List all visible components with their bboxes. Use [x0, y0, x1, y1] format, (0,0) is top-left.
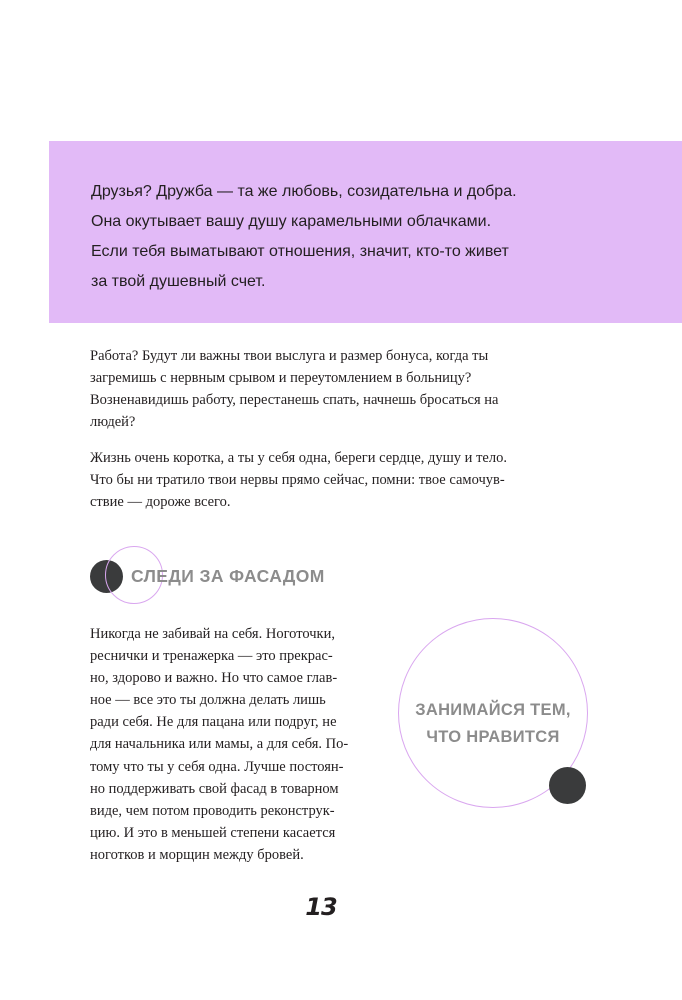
paragraph-line: Никогда не забивай на себя. Ноготочки, — [90, 626, 335, 642]
section-heading: СЛЕДИ ЗА ФАСАДОМ — [131, 566, 325, 586]
circle-quote — [398, 697, 588, 751]
callout-line: Друзья? Дружба — та же любовь, созидательна и добра. — [91, 183, 517, 200]
paragraph-line: ноготков и морщин между бровей. — [90, 846, 304, 863]
paragraph-line: тому что ты у себя одна. Лучше постоян- — [90, 758, 344, 775]
callout-line: Она окутывает вашу душу карамельными облачками. — [91, 213, 492, 230]
paragraph-line: Жизнь очень коротка, а ты у себя одна, береги сердце, душу и тело. — [90, 450, 507, 466]
circle-quote-line: ЗАНИМАЙСЯ ТЕМ, — [415, 701, 571, 719]
page-number: 13 — [305, 893, 337, 921]
callout-text — [91, 177, 671, 297]
paragraph-line: ное — все это ты должна делать лишь — [90, 692, 326, 709]
friendship-callout-box — [49, 141, 682, 323]
paragraph-line: Работа? Будут ли важны твои выслуга и размер бонуса, когда ты — [90, 348, 489, 364]
paragraph-line: ради себя. Не для пацана или подруг, не — [90, 714, 337, 731]
callout-line: Если тебя выматывают отношения, значит, кто-то живет — [91, 243, 509, 260]
paragraph-facade — [90, 623, 380, 866]
paragraph-line: ствие — дороже всего. — [90, 494, 231, 510]
paragraph-line: Что бы ни тратило твои нервы прямо сейчас, помни: твое самочув- — [90, 472, 505, 488]
paragraph-line: загремишь с нервным срывом и переутомлением в больницу? — [90, 370, 472, 386]
paragraph-line: цию. И это в меньшей степени касается — [90, 824, 336, 841]
paragraph-line: виде, чем потом проводить реконструк- — [90, 802, 335, 819]
callout-line: за твой душевный счет. — [91, 273, 266, 290]
paragraph-line: но, здорово и важно. Но что самое глав- — [90, 670, 338, 687]
paragraph-line: Возненавидишь работу, перестанешь спать, начнешь бросаться на — [90, 392, 499, 408]
paragraph-line: реснички и тренажерка — это прекрас- — [90, 648, 333, 665]
paragraph-life — [90, 447, 570, 513]
paragraph-line: людей? — [90, 414, 136, 430]
paragraph-line: но поддерживать свой фасад в товарном — [90, 780, 339, 797]
circle-quote-line: ЧТО НРАВИТСЯ — [426, 728, 560, 746]
paragraph-work — [90, 345, 570, 433]
quote-dot-icon — [549, 767, 586, 804]
paragraph-line: для начальника или мамы, а для себя. По- — [90, 736, 349, 753]
